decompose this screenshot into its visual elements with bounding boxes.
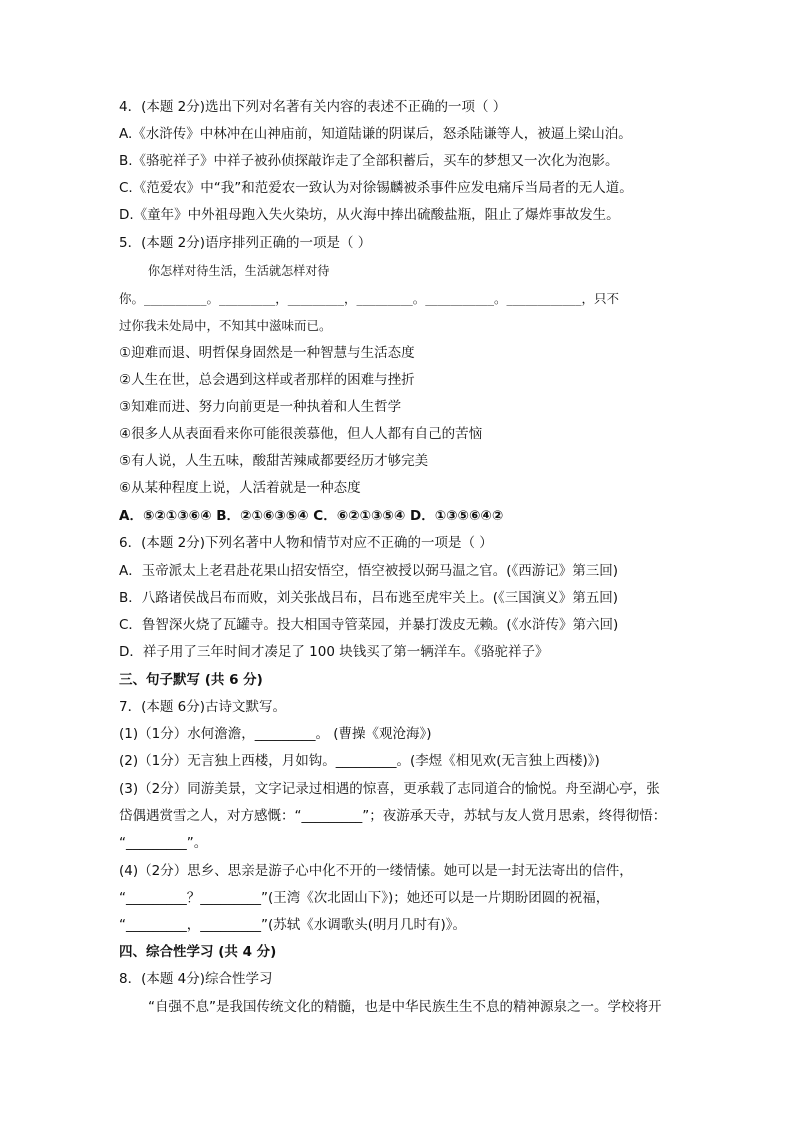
q4-option-d: D.《童年》中外祖母跑入失火染坊，从火海中捧出硫酸盐瓶，阻止了爆炸事故发生。 [119,207,620,223]
q6-stem: 6．(本题 2分)下列名著中人物和情节对应不正确的一项是（ ） [119,535,493,551]
q6-option-a: A．玉帝派太上老君赴花果山招安悟空，悟空被授以弼马温之官。(《西游记》第三回) [119,563,619,579]
q4-stem: 4．(本题 2分)选出下列对名著有关内容的表述不正确的一项（ ） [119,99,507,115]
q5-passage-line3: 过你我未处局中，不知其中滋味而已。 [119,318,332,333]
q8-paragraph: “自强不息”是我国传统文化的精髓，也是中华民族生生不息的精神源泉之一。学校将开 [148,999,662,1015]
q5-passage-line1: 你怎样对待生活，生活就怎样对待 [148,263,330,278]
q5-passage-line2: 你。__________。_________，_________，_________。___________。____________，只不 [119,291,620,306]
q7-line-2: (2)（1分）无言独上西楼，月如钩。_________。(李煜《相见欢(无言独上西楼)》) [119,753,600,769]
q7-line-4: 岱偶遇赏雪之人，对方感慨：“_________”；夜游承天寺，苏轼与友人赏月思索，终得彻悟： [119,808,667,824]
q5-item-3: ③知难而进、努力向前更是一种执着和人生哲学 [119,399,402,415]
q6-option-b: B．八路诸侯战吕布而败，刘关张战吕布，吕布逃至虎牢关上。(《三国演义》第五回) [119,590,619,606]
q5-item-5: ⑤有人说，人生五味，酸甜苦辣咸都要经历才够完美 [119,453,429,469]
q7-line-1: (1)（1分）水何澹澹，_________。 (曹操《观沧海》) [119,726,432,742]
q6-option-c: C．鲁智深火烧了瓦罐寺。投大相国寺管菜园，并暴打泼皮无赖。(《水浒传》第六回) [119,617,619,633]
q4-option-c: C.《范爱农》中“我”和范爱农一致认为对徐锡麟被杀事件应发电痛斥当局者的无人道。 [119,180,633,196]
q5-item-1: ①迎难而退、明哲保身固然是一种智慧与生活态度 [119,345,415,361]
q5-stem: 5．(本题 2分)语序排列正确的一项是（ ） [119,235,372,251]
section4-heading: 四、综合性学习 (共 4 分) [119,944,277,960]
q7-stem: 7．(本题 6分)古诗文默写。 [119,699,287,715]
q5-item-6: ⑥从某种程度上说，人活着就是一种态度 [119,480,361,496]
q7-line-8: “_________，_________”(苏轼《水调歌头(明月几时有)》。 [119,917,467,933]
q7-line-5: “_________”。 [119,835,208,851]
q5-item-2: ②人生在世，总会遇到这样或者那样的困难与挫折 [119,372,415,388]
section3-heading: 三、句子默写 (共 6 分) [119,672,263,688]
q7-line-6: (4)（2分）思乡、思亲是游子心中化不开的一缕情愫。她可以是一封无法寄出的信件， [119,863,633,879]
q4-option-a: A.《水浒传》中林冲在山神庙前，知道陆谦的阴谋后，怒杀陆谦等人，被逼上梁山泊。 [119,126,632,142]
q6-option-d: D．祥子用了三年时间才凑足了 100 块钱买了第一辆洋车。《骆驼祥子》 [119,644,549,660]
q5-item-4: ④很多人从表面看来你可能很羡慕他，但人人都有自己的苦恼 [119,426,483,442]
q7-line-7: “_________？_________”(王湾《次北固山下》)；她还可以是一片期盼团圆的祝福， [119,890,610,906]
q8-stem: 8．(本题 4分)综合性学习 [119,971,273,987]
q4-option-b: B.《骆驼祥子》中祥子被孙侦探敲诈走了全部积蓄后，买车的梦想又一次化为泡影。 [119,153,619,169]
q5-answer-options: A．⑤②①③⑥④ B．②①⑥③⑤④ C．⑥②①③⑤④ D．①③⑤⑥④② [119,508,504,524]
q7-line-3: (3)（2分）同游美景，文字记录过相遇的惊喜，更承载了志同道合的愉悦。舟至湖心亭，张 [119,781,660,797]
